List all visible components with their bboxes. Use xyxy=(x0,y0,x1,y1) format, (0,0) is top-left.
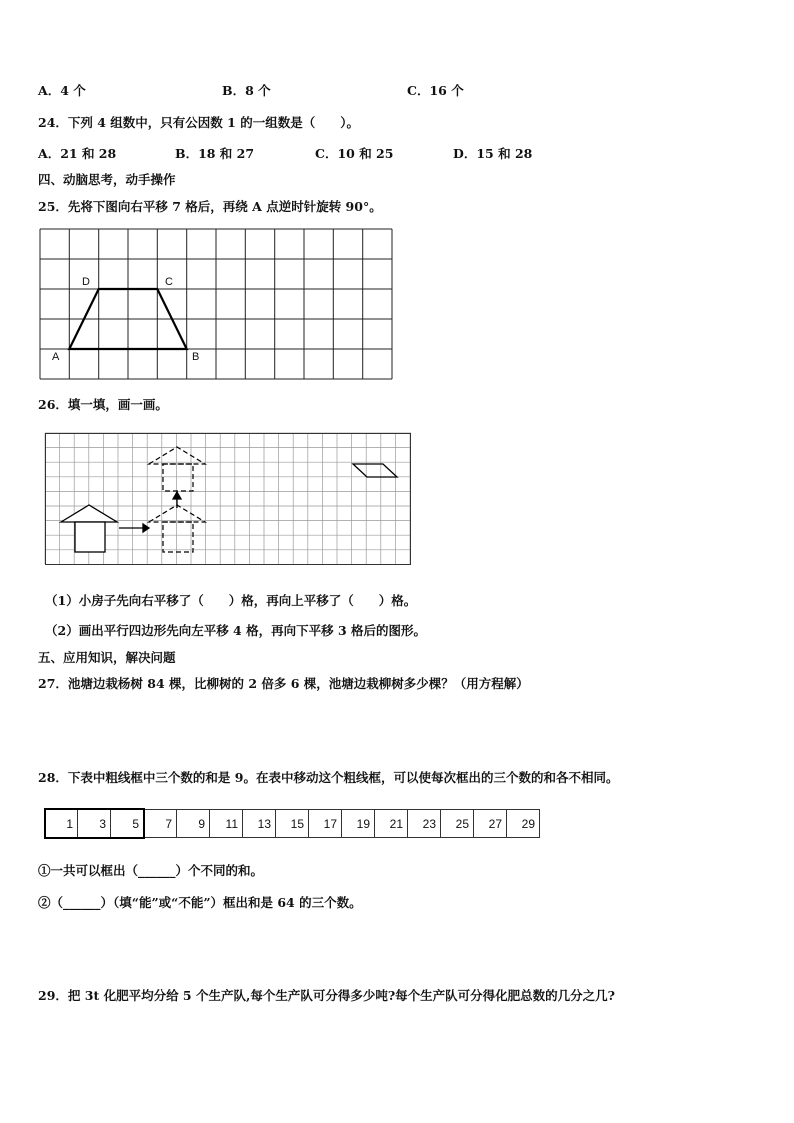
q24-stem: 24．下列 4 组数中，只有公因数 1 的一组数是（ ）。 xyxy=(38,115,359,130)
q27-stem: 27．池塘边栽杨树 84 棵，比柳树的 2 倍多 6 棵，池塘边栽柳树多少棵？（用方程解） xyxy=(38,676,529,691)
parallelogram xyxy=(353,464,397,477)
original-house xyxy=(61,505,117,552)
q26-sub1: （1）小房子先向右平移了（ ）格，再向上平移了（ ）格。 xyxy=(45,593,417,608)
q25-label-b: B xyxy=(192,351,200,363)
q26-grid-figure xyxy=(45,433,413,568)
q25-grid-figure xyxy=(40,229,394,381)
number-cell: 7 xyxy=(144,810,177,838)
number-cell: 11 xyxy=(210,810,243,838)
q26-sub2: （2）画出平行四边形先向左平移 4 格，再向下平移 3 格后的图形。 xyxy=(45,623,427,638)
number-cell: 21 xyxy=(375,810,408,838)
q28-stem: 28．下表中粗线框中三个数的和是 9。在表中移动这个粗线框，可以使每次框出的三个数的和各不相同。 xyxy=(38,770,619,785)
q23-option-b: B．8 个 xyxy=(222,83,271,98)
translated-house-up xyxy=(149,447,205,491)
right-arrow xyxy=(119,524,149,532)
number-cell: 27 xyxy=(474,810,507,838)
q29-stem: 29．把 3t 化肥平均分给 5 个生产队,每个生产队可分得多少吨?每个生产队可分得化肥总数的几分之几? xyxy=(38,988,615,1003)
number-cell: 29 xyxy=(507,810,540,838)
q24-option-c: C．10 和 25 xyxy=(315,146,394,161)
translated-house-right xyxy=(149,505,205,552)
section-4-heading: 四、动脑思考，动手操作 xyxy=(38,172,176,187)
q25-label-a: A xyxy=(52,351,60,363)
section-5-heading: 五、应用知识，解决问题 xyxy=(38,650,176,665)
up-arrow xyxy=(173,492,181,508)
number-cell: 3 xyxy=(78,810,111,838)
q26-stem: 26．填一填，画一画。 xyxy=(38,397,168,412)
number-cell: 15 xyxy=(276,810,309,838)
q25-grid-lines xyxy=(40,229,392,379)
q25-label-c: C xyxy=(165,276,173,288)
q28-sub1: ①一共可以框出（______）个不同的和。 xyxy=(38,863,264,878)
q24-option-b: B．18 和 27 xyxy=(175,146,255,161)
q25-label-d: D xyxy=(82,276,90,288)
number-cell: 5 xyxy=(111,810,144,838)
q24-option-d: D．15 和 28 xyxy=(453,146,533,161)
number-cell: 9 xyxy=(177,810,210,838)
q28-bold-frame xyxy=(44,808,145,839)
number-cell: 23 xyxy=(408,810,441,838)
q28-sub2: ②（______）（填“能”或“不能”）框出和是 64 的三个数。 xyxy=(38,895,362,910)
number-cell: 1 xyxy=(45,810,78,838)
q24-option-a: A．21 和 28 xyxy=(38,146,117,161)
number-cell: 17 xyxy=(309,810,342,838)
number-cell: 19 xyxy=(342,810,375,838)
number-cell: 25 xyxy=(441,810,474,838)
q25-stem: 25．先将下图向右平移 7 格后，再绕 A 点逆时针旋转 90°。 xyxy=(38,199,382,214)
q23-option-a: A．4 个 xyxy=(38,83,86,98)
number-cell: 13 xyxy=(243,810,276,838)
q23-option-c: C．16 个 xyxy=(407,83,464,98)
